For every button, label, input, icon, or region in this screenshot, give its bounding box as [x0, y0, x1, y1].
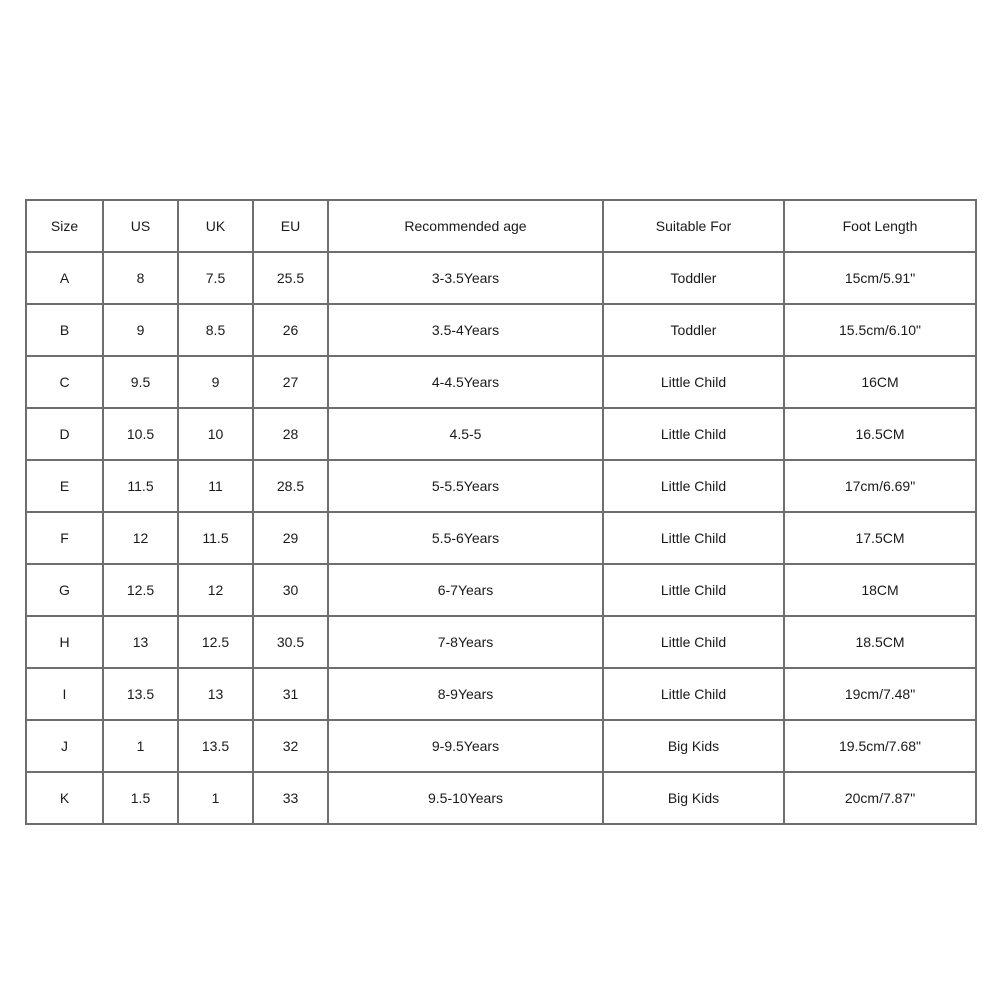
table-row — [26, 356, 976, 408]
cell-suitable-for: Little Child — [603, 460, 784, 512]
cell-recommended-age: 4.5-5 — [328, 408, 603, 460]
cell-foot-length: 17.5CM — [784, 512, 976, 564]
table-row — [26, 460, 976, 512]
table-row — [26, 668, 976, 720]
table-row — [26, 564, 976, 616]
cell-us: 13 — [103, 616, 178, 668]
cell-eu: 31 — [253, 668, 328, 720]
table-row — [26, 720, 976, 772]
cell-suitable-for: Big Kids — [603, 720, 784, 772]
table-row — [26, 772, 976, 824]
cell-recommended-age: 3-3.5Years — [328, 252, 603, 304]
header-size: Size — [26, 200, 103, 252]
cell-size: G — [26, 564, 103, 616]
cell-uk: 13 — [178, 668, 253, 720]
header-us: US — [103, 200, 178, 252]
cell-suitable-for: Toddler — [603, 304, 784, 356]
cell-size: I — [26, 668, 103, 720]
cell-uk: 7.5 — [178, 252, 253, 304]
cell-us: 9 — [103, 304, 178, 356]
cell-recommended-age: 9.5-10Years — [328, 772, 603, 824]
cell-eu: 33 — [253, 772, 328, 824]
cell-suitable-for: Little Child — [603, 356, 784, 408]
cell-uk: 12.5 — [178, 616, 253, 668]
cell-eu: 28.5 — [253, 460, 328, 512]
cell-us: 9.5 — [103, 356, 178, 408]
cell-eu: 28 — [253, 408, 328, 460]
cell-recommended-age: 5-5.5Years — [328, 460, 603, 512]
table-row — [26, 512, 976, 564]
header-row — [26, 200, 976, 252]
cell-suitable-for: Toddler — [603, 252, 784, 304]
cell-suitable-for: Big Kids — [603, 772, 784, 824]
cell-foot-length: 19.5cm/7.68" — [784, 720, 976, 772]
cell-uk: 11 — [178, 460, 253, 512]
header-foot-length: Foot Length — [784, 200, 976, 252]
header-suitable-for: Suitable For — [603, 200, 784, 252]
header-eu: EU — [253, 200, 328, 252]
size-chart-table — [25, 199, 977, 825]
cell-eu: 32 — [253, 720, 328, 772]
cell-uk: 9 — [178, 356, 253, 408]
cell-foot-length: 18CM — [784, 564, 976, 616]
cell-size: D — [26, 408, 103, 460]
cell-size: K — [26, 772, 103, 824]
cell-size: B — [26, 304, 103, 356]
cell-us: 12 — [103, 512, 178, 564]
cell-us: 8 — [103, 252, 178, 304]
cell-size: H — [26, 616, 103, 668]
cell-foot-length: 18.5CM — [784, 616, 976, 668]
cell-size: J — [26, 720, 103, 772]
cell-recommended-age: 9-9.5Years — [328, 720, 603, 772]
cell-foot-length: 16.5CM — [784, 408, 976, 460]
cell-foot-length: 17cm/6.69" — [784, 460, 976, 512]
cell-recommended-age: 4-4.5Years — [328, 356, 603, 408]
cell-recommended-age: 7-8Years — [328, 616, 603, 668]
cell-recommended-age: 3.5-4Years — [328, 304, 603, 356]
table-row — [26, 304, 976, 356]
cell-uk: 8.5 — [178, 304, 253, 356]
cell-uk: 1 — [178, 772, 253, 824]
cell-eu: 30.5 — [253, 616, 328, 668]
cell-us: 11.5 — [103, 460, 178, 512]
cell-foot-length: 19cm/7.48" — [784, 668, 976, 720]
cell-foot-length: 20cm/7.87" — [784, 772, 976, 824]
cell-suitable-for: Little Child — [603, 564, 784, 616]
cell-size: C — [26, 356, 103, 408]
table-row — [26, 252, 976, 304]
cell-size: E — [26, 460, 103, 512]
cell-eu: 29 — [253, 512, 328, 564]
cell-us: 12.5 — [103, 564, 178, 616]
cell-suitable-for: Little Child — [603, 668, 784, 720]
cell-uk: 11.5 — [178, 512, 253, 564]
cell-foot-length: 15.5cm/6.10" — [784, 304, 976, 356]
cell-size: A — [26, 252, 103, 304]
cell-eu: 27 — [253, 356, 328, 408]
header-uk: UK — [178, 200, 253, 252]
cell-us: 1.5 — [103, 772, 178, 824]
cell-us: 10.5 — [103, 408, 178, 460]
table-row — [26, 616, 976, 668]
header-recommended-age: Recommended age — [328, 200, 603, 252]
cell-uk: 12 — [178, 564, 253, 616]
cell-recommended-age: 6-7Years — [328, 564, 603, 616]
cell-suitable-for: Little Child — [603, 408, 784, 460]
cell-size: F — [26, 512, 103, 564]
cell-us: 1 — [103, 720, 178, 772]
cell-recommended-age: 8-9Years — [328, 668, 603, 720]
cell-eu: 26 — [253, 304, 328, 356]
cell-foot-length: 15cm/5.91" — [784, 252, 976, 304]
cell-eu: 30 — [253, 564, 328, 616]
cell-uk: 10 — [178, 408, 253, 460]
cell-us: 13.5 — [103, 668, 178, 720]
cell-suitable-for: Little Child — [603, 616, 784, 668]
table-row — [26, 408, 976, 460]
cell-uk: 13.5 — [178, 720, 253, 772]
cell-foot-length: 16CM — [784, 356, 976, 408]
cell-recommended-age: 5.5-6Years — [328, 512, 603, 564]
cell-eu: 25.5 — [253, 252, 328, 304]
cell-suitable-for: Little Child — [603, 512, 784, 564]
